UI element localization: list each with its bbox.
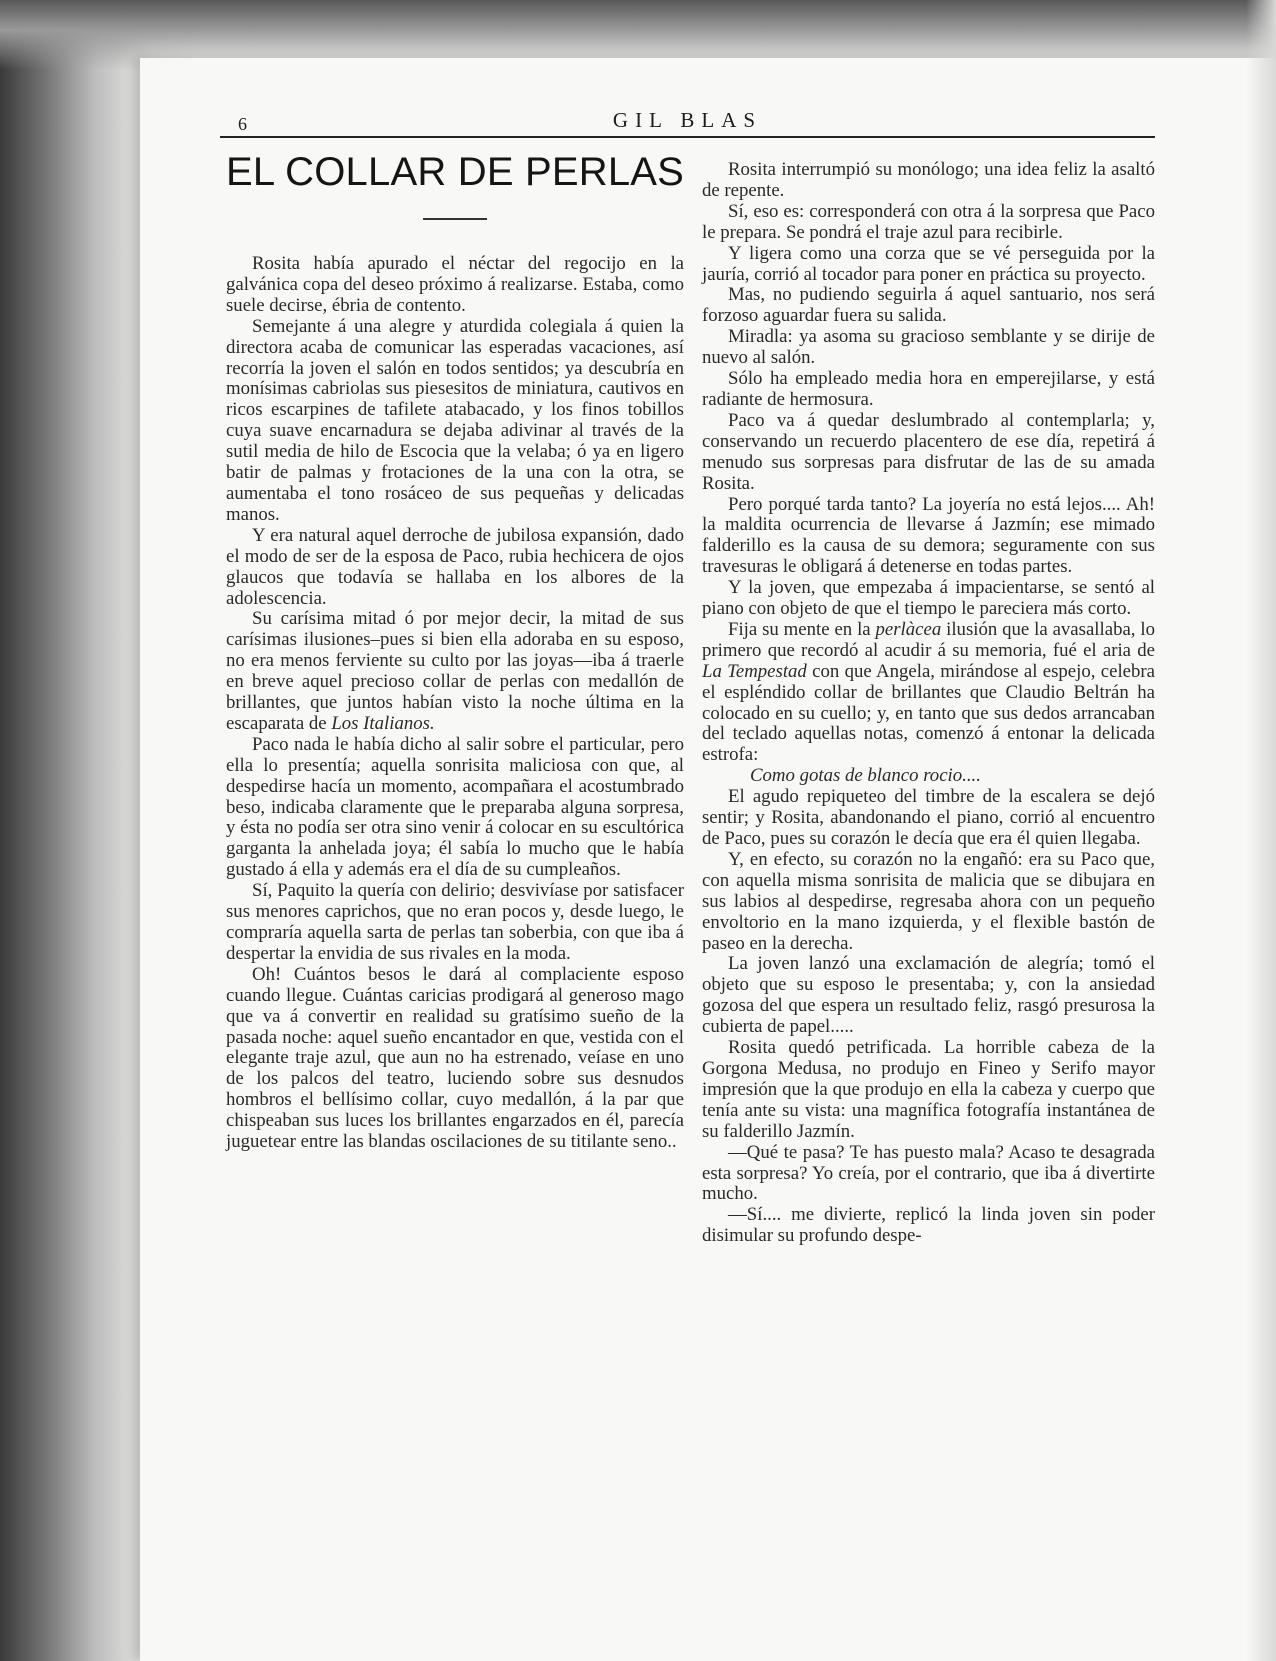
paragraph: Y era natural aquel derroche de jubilosa expansión, dado el modo de ser de la esposa de Paco, rubia hechicera de ojos glaucos que todavía se hallaba en los albores de la adolescencia. [226,524,684,609]
paragraph: Miradla: ya asoma su gracioso semblante y se dirije de nuevo al salón. [702,326,1155,369]
italic-word: perlàcea [875,618,942,640]
paragraph: Y ligera como una corza que se vé perseguida por la jauría, corrió al tocador para poner en práctica su proyecto. [702,242,1155,285]
paragraph: Rosita quedó petrificada. La horrible cabeza de la Gorgona Medusa, no produjo en Fineo y Serifo mayor impresión que la que produjo en ella la cabeza y cuerpo que tenía ante su vista: una magnífica fotografía instantánea de su falderillo Jazmín. [702,1037,1155,1142]
paragraph: Mas, no pudiendo seguirla á aquel santuario, nos será forzoso aguardar fuera su salida. [702,284,1155,327]
paragraph: La joven lanzó una exclamación de alegría; tomó el objeto que su esposo le presentaba; y, con la ansiedad gozosa del que espera un resultado feliz, rasgó presurosa la cubierta de papel..... [702,953,1155,1038]
italic-verse: Como gotas de blanco rocio.... [750,765,981,787]
right-column [702,160,1155,1247]
paragraph: Rosita interrumpió su monólogo; una idea feliz la asaltó de repente. [702,159,1155,201]
scan-edge-right [1246,0,1276,1661]
paragraph [702,620,1155,766]
paragraph: —Sí.... me divierte, replicó la linda joven sin poder disimular su profundo despe- [702,1204,1155,1247]
paragraph: Sí, eso es: corresponderá con otra á la sorpresa que Paco le prepara. Se pondrá el traje azul para recibirle. [702,200,1155,243]
italic-title: La Tempestad [702,660,807,682]
paragraph: Paco nada le había dicho al salir sobre el particular, pero ella lo presentía; aquella sonrisita maliciosa con que, al despedirse hacía un momento, acompañara el acostumbrado beso, indicaba claramente que le preparaba alguna sorpresa, y ésta no podía ser otra sino venir á colocar en su escultórica garganta la anhelada joya; él sabía lo mucho que le había gustado á ella y además era el día de su cumpleaños. [226,733,684,881]
title-rule [423,218,487,220]
paragraph: Pero porqué tarda tanto? La joyería no está lejos.... Ah! la maldita ocurrencia de llevarse á Jazmín; ese mimado falderillo es la causa de su demora; seguramente con sus travesuras le obligará á detenerse en todas partes. [702,493,1155,578]
paragraph: Oh! Cuántos besos le dará al complaciente esposo cuando llegue. Cuántas caricias prodigará al generoso mago que va á convertir en realidad su gratísimo sueño de la pasada noche: aquel sueño encantador en que, vestida con el elegante traje azul, que aun no ha estrenado, veíase en uno de los palcos del teatro, luciendo sobre sus desnudos hombros el bellísimo collar, cuyo medallón, á la par que chispeaban sus luces los brillantes engarzados en él, parecía juguetear entre las blandas oscilaciones de su titilante seno.. [226,963,684,1153]
paragraph: Sólo ha empleado media hora en emperejilarse, y está radiante de hermosura. [702,368,1155,410]
paragraph: Rosita había apurado el néctar del regocijo en la galvánica copa del deseo próximo á realizarse. Estaba, como suele decirse, ébria de contento. [226,253,684,316]
left-column [226,150,684,1153]
italic-title: Los Italianos. [331,712,435,734]
paragraph-text: Su carísima mitad ó por mejor decir, la mitad de sus carísimas ilusiones–pues si bien ella adoraba en su esposo, no era menos ferviente su culto por las joyas—iba á traerle en breve aquel precioso collar de perlas con medallón de brillantes, que juntos habían visto la noche última en la escaparata de [226,608,684,734]
journal-title: GIL BLAS [612,108,763,132]
paragraph: Y la joven, que empezaba á impacientarse, se sentó al piano con objeto de que el tiempo le pareciera más corto. [702,577,1155,620]
article-title: EL COLLAR DE PERLAS [226,150,685,194]
paragraph: Paco va á quedar deslumbrado al contemplarla; y, conservando un recuerdo placentero de ese día, repetirá á menudo sus sorpresas para disfrutar de las de su amada Rosita. [702,409,1155,494]
paragraph: Y, en efecto, su corazón no la engañó: era su Paco que, con aquella misma sonrisita de malicia que se dibujara en sus labios al despedirse, regresaba ahora con un pequeño envoltorio en la mano izquierda, y el flexible bastón de paseo en la derecha. [702,848,1155,954]
paragraph: El agudo repiqueteo del timbre de la escalera se dejó sentir; y Rosita, abandonando el piano, corrió al encuentro de Paco, pues su corazón le decía que era él quien llegaba. [702,786,1155,849]
paragraph-text: Fija su mente en la [728,618,871,640]
running-head [220,108,1155,138]
page-number: 6 [238,114,247,134]
paragraph-text: con que Angela, mirándose al espejo, celebra el espléndido collar de brillantes que Claudio Beltrán ha colocado en su cuello; y, en tanto que sus dedos arrancaban del teclado aquellas notas, comenzó á entonar la delicada estrofa: [702,660,1155,766]
paragraph: Sí, Paquito la quería con delirio; desvivíase por satisfacer sus menores caprichos, que no eran pocos y, desde luego, le compraría aquella sarta de perlas tan soberbia, con que iba á despertar la envidia de sus rivales en la moda. [226,880,684,964]
verse-line [702,766,1155,787]
paragraph-text: ilusión que la avasallaba, lo primero que recordó al acudir á su memoria, fué el aria de [702,618,1155,661]
paragraph [226,609,684,734]
paragraph: —Qué te pasa? Te has puesto mala? Acaso te desagrada esta sorpresa? Yo creía, por el contrario, que iba á divertirte mucho. [702,1141,1155,1205]
paragraph: Semejante á una alegre y aturdida colegiala á quien la directora acaba de comunicar las esperadas vacaciones, así recorría la joven el salón en todos sentidos; ya descubría en monísimas cabriolas sus piesesitos de miniatura, cautivos en ricos escarpines de tafilete atabacado, y los finos tobillos cuya suave encarnadura se dejaba adivinar al través de la sutil media de hilo de Escocia que la velaba; ó ya en ligero batir de palmas y frotaciones de la una con la otra, se aumentaba el tono rosáceo de sus pequeñas y delicadas manos. [226,315,684,525]
